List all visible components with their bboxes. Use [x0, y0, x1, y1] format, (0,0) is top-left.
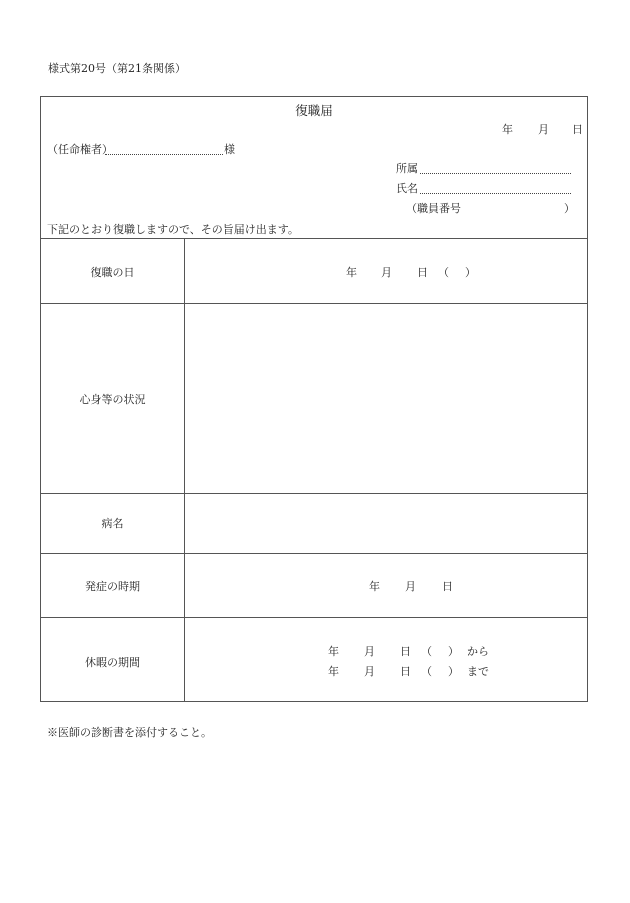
- condition-label: 心身等の状況: [79, 393, 146, 406]
- leave-period-field[interactable]: [185, 618, 588, 701]
- staff-number-open: （職員番号: [406, 202, 461, 215]
- disease-field[interactable]: [185, 494, 588, 553]
- leave-from-paren-open: （: [421, 645, 432, 658]
- return-date-paren-open: （: [438, 266, 449, 279]
- appointer-prefix: （任命権者）: [47, 143, 113, 156]
- leave-to-paren-close: ）: [448, 665, 459, 678]
- name-label: 氏名: [396, 182, 418, 195]
- return-date-year: 年: [346, 266, 357, 279]
- return-date-paren-close: ）: [465, 266, 476, 279]
- return-date-label: 復職の日: [90, 266, 135, 279]
- leave-from-day: 日: [400, 645, 411, 658]
- leave-to-day: 日: [400, 665, 411, 678]
- leave-to-paren-open: （: [421, 665, 432, 678]
- name-field[interactable]: [420, 193, 571, 194]
- leave-to-year: 年: [328, 665, 339, 678]
- leave-to-month: 月: [364, 665, 375, 678]
- onset-label: 発症の時期: [85, 580, 140, 593]
- leave-from-year: 年: [328, 645, 339, 658]
- return-date-month: 月: [381, 266, 392, 279]
- leave-to-suffix: まで: [467, 665, 489, 678]
- onset-field[interactable]: [185, 554, 588, 617]
- appointer-field[interactable]: [105, 154, 223, 155]
- statement-text: 下記のとおり復職しますので、その旨届け出ます。: [47, 223, 299, 236]
- leave-from-paren-close: ）: [448, 645, 459, 658]
- footnote: ※医師の診断書を添付すること。: [47, 726, 212, 739]
- affiliation-label: 所属: [396, 162, 418, 175]
- affiliation-field[interactable]: [420, 173, 571, 174]
- return-date-field[interactable]: [185, 239, 588, 303]
- return-date-day: 日: [417, 266, 428, 279]
- disease-label: 病名: [101, 517, 124, 530]
- onset-day: 日: [442, 580, 453, 593]
- appointer-suffix: 様: [224, 143, 235, 156]
- onset-month: 月: [405, 580, 416, 593]
- header-month: 月: [538, 123, 549, 136]
- form-title: 復職届: [295, 103, 333, 118]
- form-number: 様式第20号（第21条関係）: [48, 62, 186, 75]
- header-day: 日: [572, 123, 583, 136]
- leave-from-suffix: から: [467, 645, 489, 658]
- header-year: 年: [502, 123, 513, 136]
- return-to-work-form: [40, 96, 588, 702]
- condition-field[interactable]: [185, 304, 588, 493]
- onset-year: 年: [369, 580, 380, 593]
- leave-from-month: 月: [364, 645, 375, 658]
- leave-label: 休暇の期間: [85, 656, 140, 669]
- staff-number-close: ）: [564, 202, 575, 215]
